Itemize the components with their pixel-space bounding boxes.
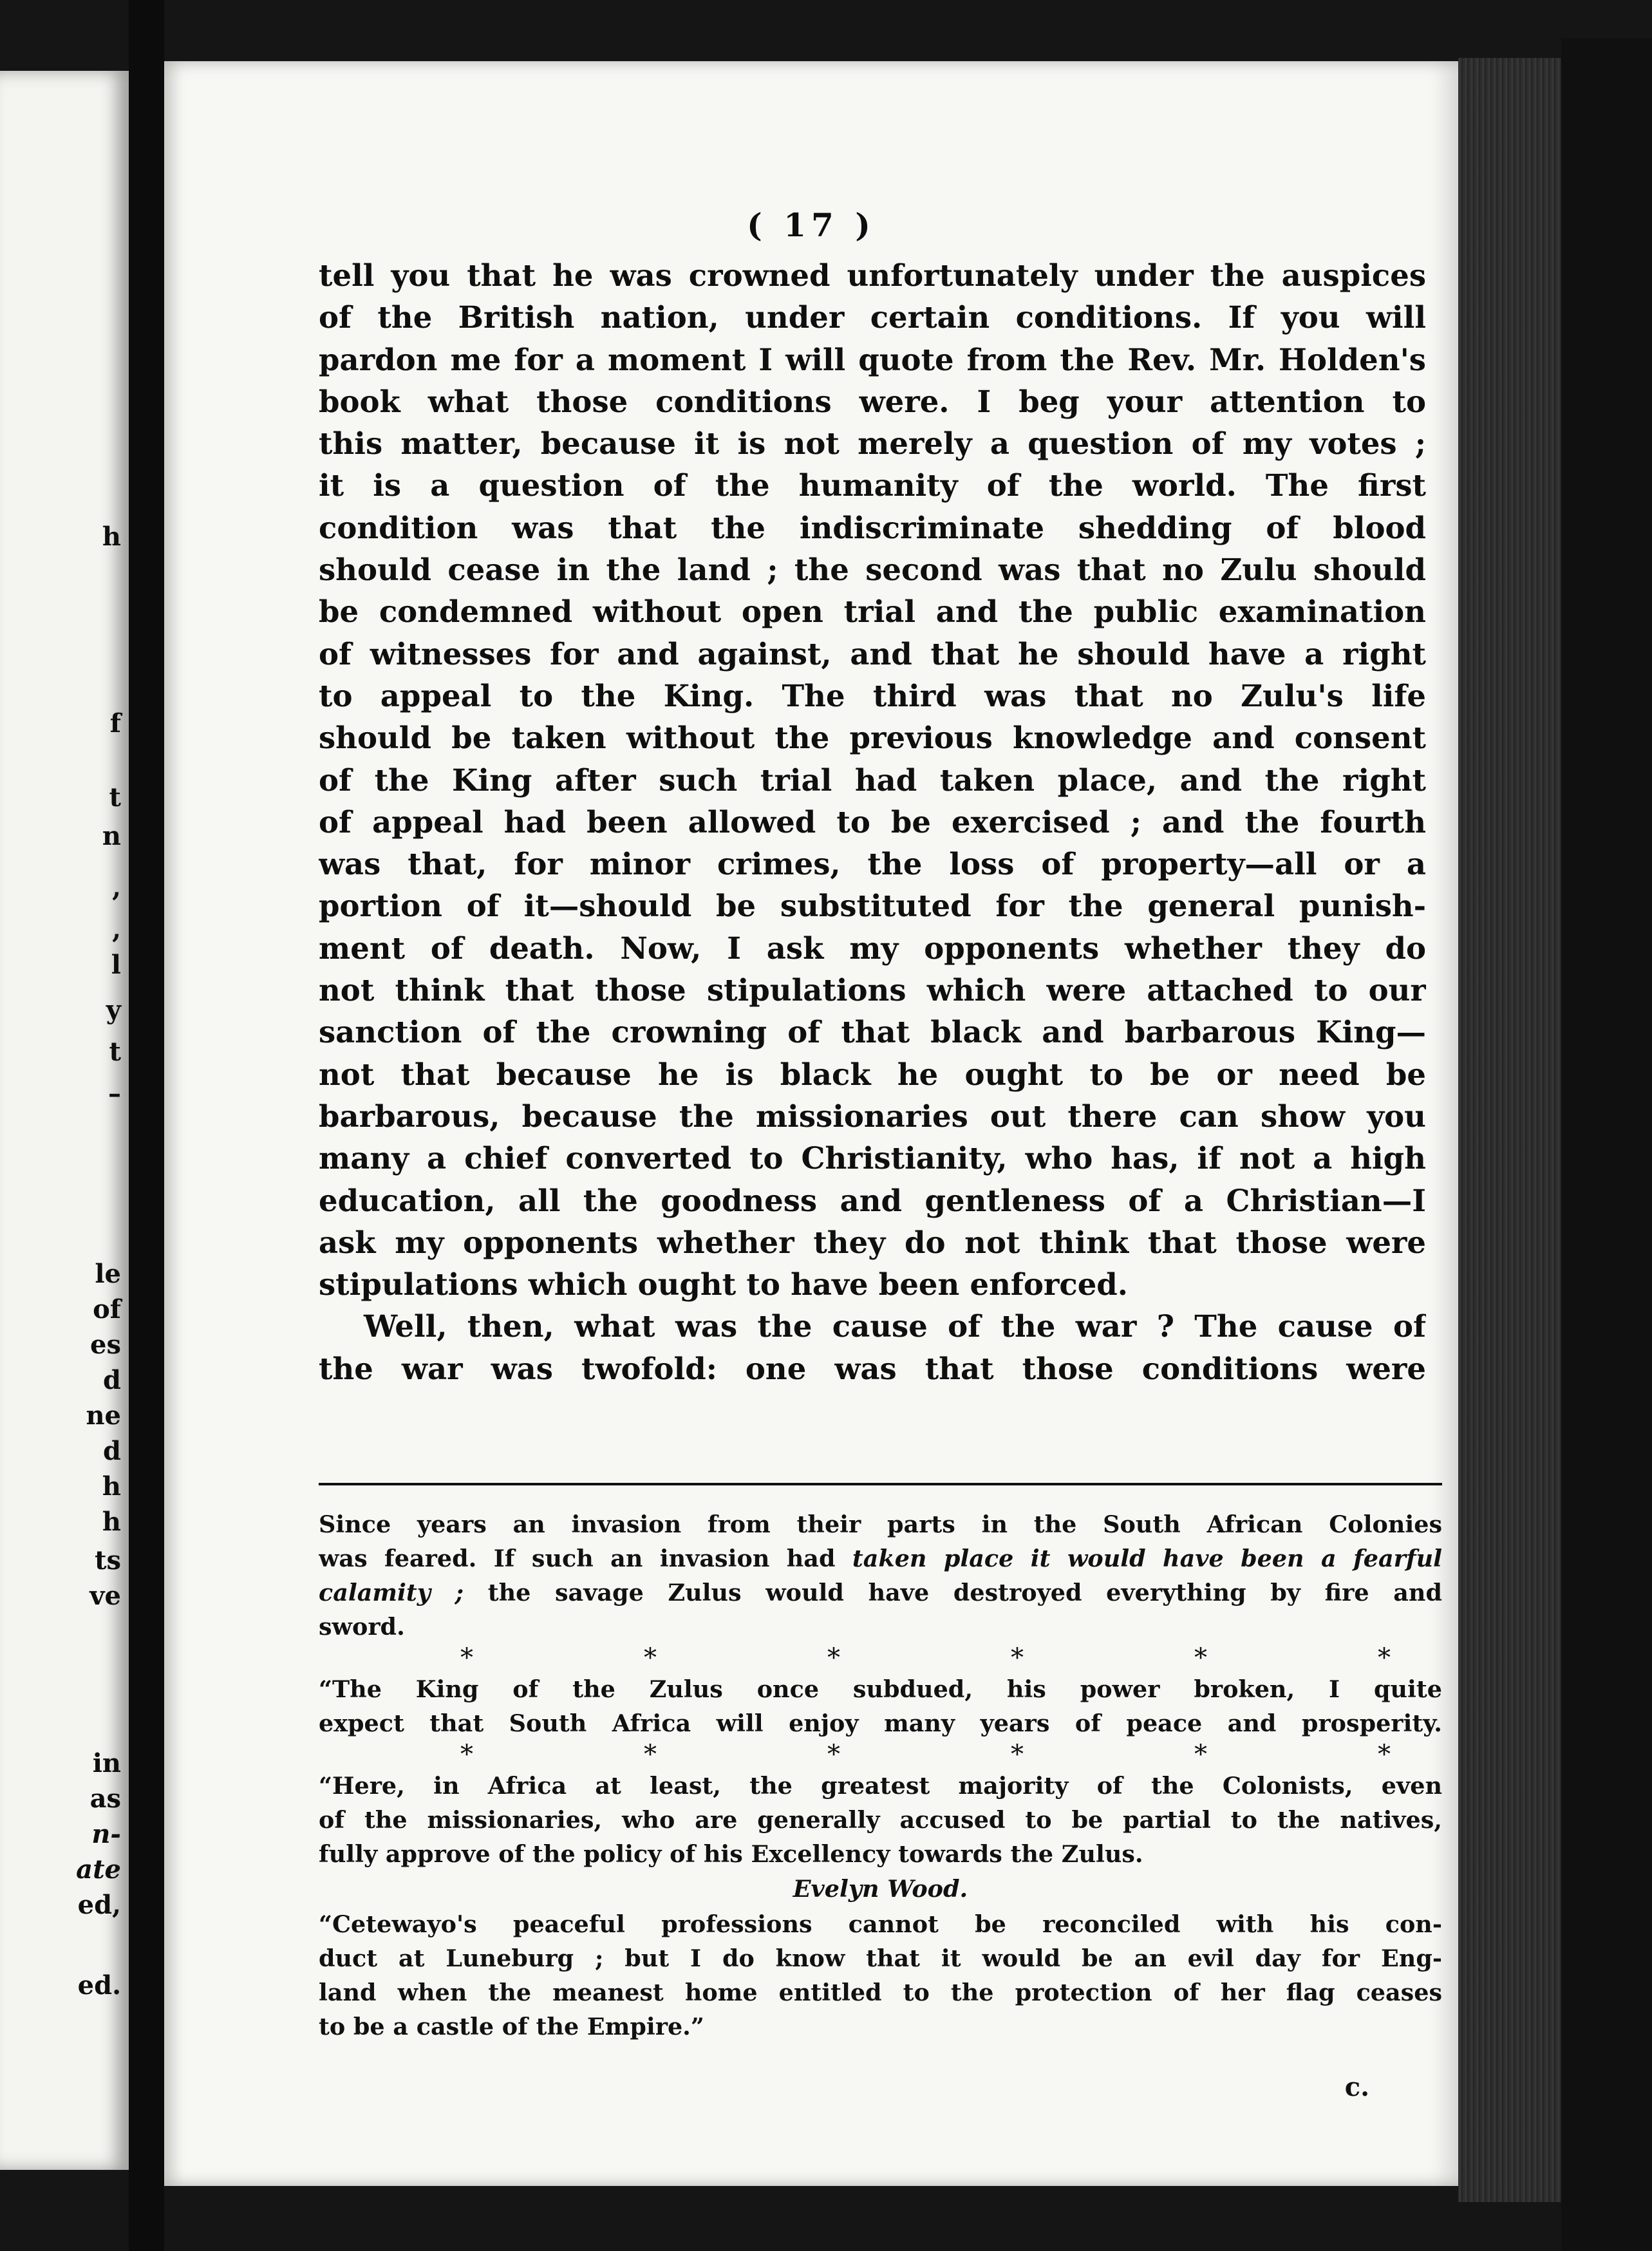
footnote-line: to be a castle of the Empire.” [319,2013,704,2040]
book-edge [1458,58,1561,2202]
footnote-line: “Cetewayo's peaceful professions cannot be reconciled with his con- [319,1910,1442,1938]
footnote-line: of the missionaries, who are generally accused to be partial to the natives, [319,1806,1442,1834]
text-line: to appeal to the King. The third was that no Zulu's life [319,677,1426,713]
text-line: this matter, because it is not merely a question of my votes ; [319,426,1426,462]
footnote-rule [319,1483,1442,1485]
facing-page-fragment: as [89,1784,121,1814]
page [164,61,1458,2186]
text-line: should cease in the land ; the second was that no Zulu should [319,552,1426,588]
facing-page-fragment: n [102,821,121,851]
facing-page-fragment: ts [95,1545,121,1576]
asterisk: * [1378,1740,1391,1769]
text-line: of appeal had been allowed to be exercised ; and the fourth [319,804,1426,840]
text-line: stipulations which ought to have been enforced. [319,1267,1128,1303]
asterisk: * [644,1740,657,1769]
text-run: was feared. If such an invasion had [319,1545,852,1572]
asterisk: * [1194,1740,1207,1769]
footnote-line [319,1576,1442,1610]
footnote-line: sword. [319,1613,405,1641]
text-line: sanction of the crowning of that black and barbarous King— [319,1014,1426,1050]
text-line: be condemned without open trial and the public examination [319,594,1426,630]
facing-page-text-fragments [0,71,129,2170]
facing-page-fragment: ed. [77,1970,121,2001]
facing-page-fragment: ve [89,1581,121,1611]
ellipsis-stars [319,1740,1442,1769]
text-line: of the King after such trial had taken place, and the right [319,762,1426,798]
footnote-line: expect that South Africa will enjoy many years of peace and prosperity. [319,1709,1442,1737]
facing-page-fragment: , [112,872,121,903]
text-line: portion of it—should be substituted for the general punish- [319,888,1426,924]
text-line: not that because he is black he ought to be or need be [319,1056,1426,1092]
text-line: it is a question of the humanity of the world. The first [319,467,1426,504]
facing-page-fragment: d [103,1365,121,1395]
text-line: condition was that the indiscriminate shedding of blood [319,509,1426,545]
text-line: was that, for minor crimes, the loss of property—all or a [319,846,1426,882]
facing-page-fragment: ed, [77,1890,121,1920]
asterisk: * [1011,1740,1024,1769]
facing-page-fragment: le [95,1259,121,1289]
footnote-line: land when the meanest home entitled to the protection of her flag ceases [319,1979,1442,2006]
facing-page-fragment: f [109,708,121,739]
asterisk: * [827,1740,840,1769]
footnote-paragraph [319,1507,1442,1644]
facing-page-fragment: h [102,1471,121,1502]
asterisk: * [1011,1643,1024,1673]
facing-page-fragment: of [93,1294,121,1324]
ellipsis-stars [319,1644,1442,1672]
facing-page-fragment: , [112,914,121,945]
book-gutter [129,0,164,2251]
text-line: many a chief converted to Christianity, who has, if not a high [319,1140,1426,1176]
text-line: not think that those stipulations which were attached to our [319,972,1426,1008]
facing-page-fragment: t [109,1037,121,1067]
asterisk: * [460,1740,473,1769]
footnote-quote [319,1907,1442,2044]
footnote-line: “Here, in Africa at least, the greatest majority of the Colonists, even [319,1772,1442,1800]
facing-page-fragment: – [108,1078,121,1109]
footnote-quote [319,1769,1442,1871]
facing-page-fragment: ne [86,1400,121,1431]
page-number: ( 17 ) [747,206,876,244]
text-line: barbarous, because the missionaries out there can show you [319,1098,1426,1134]
main-text [319,254,1426,1389]
footnote-line: fully approve of the policy of his Excellency towards the Zulus. [319,1840,1143,1868]
text-line: ment of death. Now, I ask my opponents whether they do [319,930,1426,966]
italic-run: taken place it would have been a fearful [852,1545,1442,1572]
footnote-quote [319,1672,1442,1740]
text-line: Well, then, what was the cause of the war ? The cause of [364,1308,1426,1344]
footnotes [319,1507,1442,2044]
text-line: ask my opponents whether they do not think that those were [319,1224,1426,1260]
facing-page-fragment: t [109,782,121,813]
text-line: education, all the goodness and gentleness of a Christian—I [319,1182,1426,1218]
asterisk: * [1378,1643,1391,1673]
text-line: the war was twofold: one was that those conditions were [319,1350,1426,1386]
facing-page-fragment: l [111,950,121,980]
text-line: tell you that he was crowned unfortunately under the auspices [319,258,1426,293]
footnote-line: Since years an invasion from their parts in the South African Colonies [319,1511,1442,1538]
text-line: book what those conditions were. I beg your attention to [319,383,1426,419]
text-line: of witnesses for and against, and that he should have a right [319,636,1426,672]
signature-mark: c. [1344,2072,1369,2102]
facing-page-fragment: ate [76,1854,121,1885]
facing-page-fragment: d [103,1436,121,1466]
scan-background [1561,39,1652,2251]
facing-page-fragment: h [102,1507,121,1537]
text-line: should be taken without the previous knowledge and consent [319,720,1426,756]
asterisk: * [460,1643,473,1673]
asterisk: * [827,1643,840,1673]
quote-attribution: Evelyn Wood. [793,1875,968,1903]
facing-page-fragment: es [90,1330,121,1360]
text-line: of the British nation, under certain conditions. If you will [319,299,1426,335]
text-line: pardon me for a moment I will quote from the Rev. Mr. Holden's [319,341,1426,377]
text-run: the savage Zulus would have destroyed everything by fire and [464,1579,1442,1606]
facing-page-fragment: n- [91,1819,121,1849]
facing-page-fragment: in [92,1748,121,1778]
facing-page-fragment: h [102,522,121,552]
facing-page-left [0,71,129,2170]
asterisk: * [1194,1643,1207,1673]
asterisk: * [644,1643,657,1673]
footnote-line: duct at Luneburg ; but I do know that it would be an evil day for Eng- [319,1945,1442,1972]
footnote-line [319,1541,1442,1576]
footnote-line: “The King of the Zulus once subdued, his power broken, I quite [319,1675,1442,1703]
italic-run: calamity ; [319,1579,464,1606]
facing-page-fragment: y [106,995,121,1025]
